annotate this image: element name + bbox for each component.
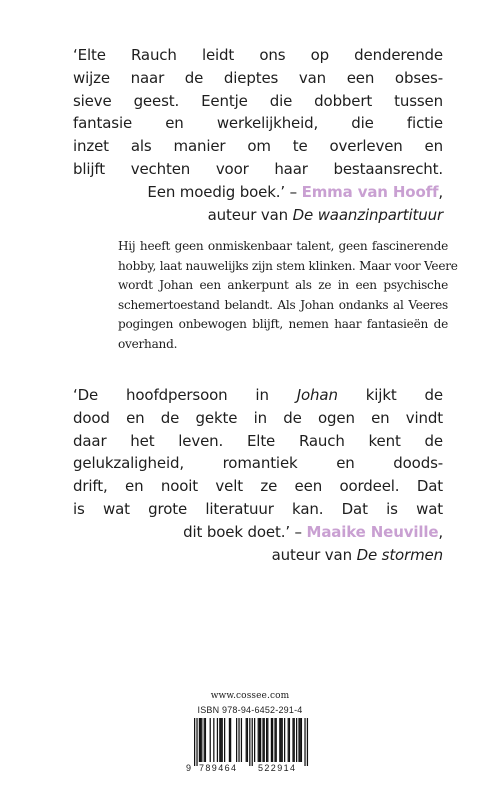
blurb-line-4: schemertoestand belandt. Als Johan ondanks al Veeres — [118, 297, 448, 312]
barcode-bar — [289, 718, 290, 762]
barcode-bar — [205, 718, 206, 762]
quote-bottom-italic-title: Johan — [296, 386, 338, 404]
barcode-bar — [282, 718, 283, 762]
barcode-bar — [220, 718, 221, 762]
blurb-line-1: Hij heeft geen onmiskenbaar talent, geen fascinerende — [118, 239, 448, 253]
barcode-bar — [288, 718, 289, 762]
quote-top-line-5: inzet als manier om te overleven en — [73, 137, 443, 156]
barcode-digits — [186, 763, 314, 774]
barcode-bar — [262, 718, 263, 762]
barcode-bar — [238, 718, 239, 762]
quote-top-attribution — [73, 204, 443, 227]
barcode-bar — [247, 718, 248, 762]
barcode-bar — [199, 718, 200, 762]
barcode-bar — [300, 718, 301, 762]
quote-bottom-line-2: dood en de gekte in de ogen en vindt — [73, 408, 443, 427]
barcode-bar — [252, 718, 253, 766]
quote-bottom-line-7 — [73, 521, 443, 544]
quote-bottom-line-6: is wat grote literatuur kan. Dat is wat — [73, 499, 443, 518]
quote-bottom-line-5: drift, en nooit velt ze een oordeel. Dat — [73, 477, 443, 496]
attribution-prefix: auteur van — [271, 545, 352, 564]
barcode-bar — [219, 718, 220, 762]
quote-bottom-line-1-before: ‘De hoofdpersoon in — [73, 386, 269, 404]
quote-bottom-line-3: daar het leven. Elte Rauch kent de — [73, 431, 443, 450]
quote-maaike-neuville — [73, 384, 443, 566]
barcode-bar — [217, 718, 218, 762]
barcode-bar — [292, 718, 293, 762]
barcode-bar — [304, 718, 305, 766]
barcode-bar — [280, 718, 281, 762]
barcode-bars — [186, 718, 314, 766]
barcode-bar — [271, 718, 272, 762]
attribution-prefix: auteur van — [207, 205, 288, 224]
quote-bottom-closing-text: dit boek doet.’ – — [183, 522, 302, 541]
barcode-bar — [264, 718, 265, 762]
quote-bottom-attribution — [73, 544, 443, 567]
barcode-bar — [294, 718, 295, 762]
barcode-bar — [307, 718, 308, 766]
barcode-bar — [279, 718, 280, 762]
barcode-bar — [224, 718, 225, 762]
quote-author-suffix: , — [438, 182, 443, 201]
barcode-bar — [236, 718, 237, 762]
quote-bottom-line-1 — [73, 384, 443, 407]
barcode-bar — [301, 718, 302, 762]
barcode-bar — [249, 718, 250, 766]
quote-author-name: Maaike Neuville — [306, 522, 439, 541]
barcode-bar — [241, 718, 242, 762]
barcode-first-digit: 9 — [186, 763, 192, 773]
barcode-bar — [260, 718, 261, 762]
barcode-bar — [266, 718, 267, 762]
quote-top-line-6: blijft vechten voor haar bestaansrecht. — [73, 159, 443, 178]
barcode-bar — [246, 718, 247, 762]
quote-top-closing-text: Een moedig boek.’ – — [147, 182, 297, 201]
quote-top-line-2: wijze naar de dieptes van een obses- — [73, 68, 443, 87]
barcode-bar — [229, 718, 230, 762]
barcode-bar — [210, 718, 211, 762]
barcode-bar — [284, 718, 285, 762]
barcode-bar — [276, 718, 277, 762]
attribution-book-title: De stormen — [356, 545, 443, 564]
quote-top-line-7 — [73, 181, 443, 204]
blurb-line-6: overhand. — [118, 336, 178, 351]
blurb-line-3: wordt Johan een ankerpunt als ze in een psychische — [118, 278, 448, 293]
quote-emma-van-hooff — [73, 44, 443, 226]
quote-bottom-line-4: gelukzaligheid, romantiek en doods- — [73, 454, 443, 473]
barcode-bar — [274, 718, 275, 762]
quote-top-line-1: ‘Elte Rauch leidt ons op denderende — [73, 46, 443, 64]
barcode-bar — [201, 718, 202, 762]
quote-bottom-line-1-after: kijkt de — [365, 386, 443, 404]
quote-top-line-4: fantasie en werkelijkheid, die fictie — [73, 114, 443, 133]
barcode-bar — [272, 718, 273, 762]
barcode-left-group: 789464 — [199, 763, 238, 773]
barcode-bar — [259, 718, 260, 762]
blurb-line-5: pogingen onbewogen blijft, nemen haar fantasieën de — [118, 317, 448, 332]
barcode-bar — [267, 718, 268, 762]
isbn-number: ISBN 978-94-6452-291-4 — [197, 705, 303, 715]
barcode-bar — [230, 718, 231, 762]
barcode-bar — [194, 718, 195, 766]
book-blurb — [118, 237, 458, 355]
isbn-barcode — [186, 705, 314, 774]
barcode-bar — [213, 718, 214, 762]
barcode-bar — [200, 718, 201, 762]
barcode-bar — [222, 718, 223, 762]
barcode-bar — [258, 718, 259, 762]
barcode-bar — [204, 718, 205, 762]
quote-author-suffix: , — [438, 522, 443, 541]
quote-author-name: Emma van Hooff — [301, 182, 439, 201]
publisher-website: www.cossee.com — [210, 691, 290, 701]
barcode-right-group: 522914 — [258, 763, 297, 773]
barcode-bar — [254, 718, 255, 762]
barcode-bar — [296, 718, 297, 762]
attribution-book-title: De waanzinpartituur — [292, 205, 443, 224]
barcode-bar — [298, 718, 299, 762]
blurb-line-2: hobby, laat nauwelijks zijn stem klinken. Maar voor Veere — [118, 258, 458, 273]
barcode-bar — [196, 718, 197, 766]
quote-top-line-3: sieve geest. Eentje die dobbert tussen — [73, 91, 443, 110]
